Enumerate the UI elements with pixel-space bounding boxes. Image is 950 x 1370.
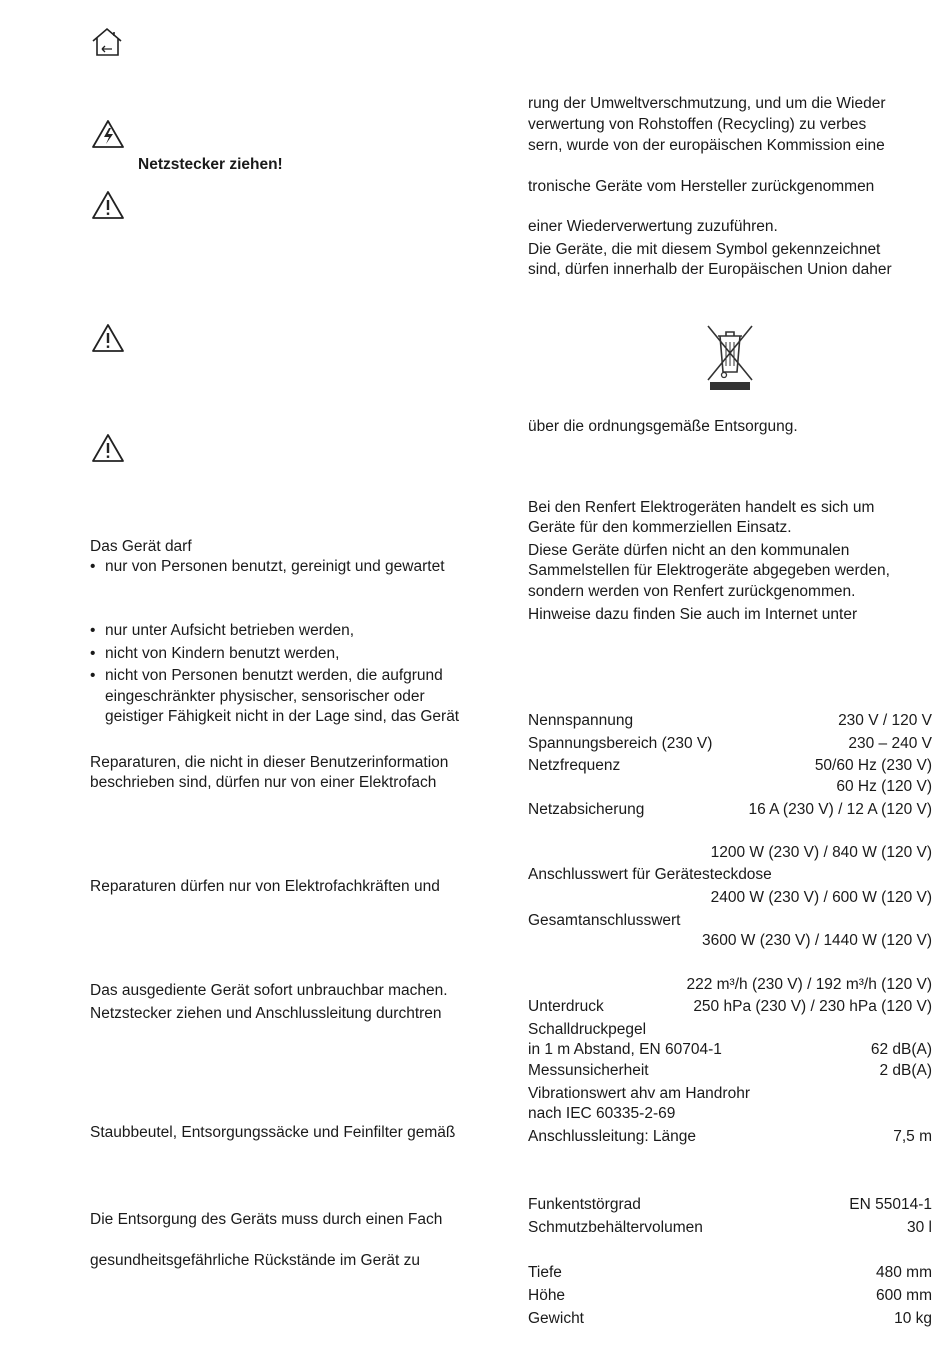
spec-label: Funkentstörgrad [528,1196,641,1213]
spec-label: Messunsicherheit [528,1062,649,1079]
spec-value: 62 dB(A) [870,1041,932,1058]
spec-label: Unterdruck [528,998,604,1015]
spec-label: Nennspannung [528,712,634,729]
spec-label: Tiefe [528,1264,562,1281]
repairs-text: beschrieben sind, dürfen nur von einer Elektrofach [90,774,437,791]
spec-value: 3600 W (230 V) / 1440 W (120 V) [701,932,932,949]
weee-crossed-bin-icon [704,322,756,392]
spec-label: in 1 m Abstand, EN 60704-1 [528,1041,722,1058]
spec-value: 222 m³/h (230 V) / 192 m³/h (120 V) [686,976,932,993]
renfert-text: Hinweise dazu finden Sie auch im Internet unter [528,606,858,623]
repairs-text: Reparaturen, die nicht in dieser Benutzerinformation [90,754,449,771]
eu-text: verwertung von Rohstoffen (Recycling) zu verbes [528,116,867,133]
spec-label: Netzabsicherung [528,801,645,818]
eu-text: Die Geräte, die mit diesem Symbol gekennzeichnet [528,241,881,258]
spec-value: EN 55014-1 [849,1196,932,1213]
renfert-text: Diese Geräte dürfen nicht an den kommunalen [528,542,850,559]
disposal-text-3: Die Entsorgung des Geräts muss durch einen Fach [90,1211,443,1228]
list-item: • nicht von Kindern benutzt werden, [105,644,339,664]
dustbag-text: Staubbeutel, Entsorgungssäcke und Feinfilter gemäß [90,1124,456,1141]
renfert-text: sondern werden von Renfert zurückgenommen. [528,583,856,600]
spec-value: 2 dB(A) [879,1062,932,1079]
spec-value: 50/60 Hz (230 V) [814,757,932,774]
spec-label: nach IEC 60335-2-69 [528,1105,676,1122]
spec-label: Anschlussleitung: Länge [528,1128,697,1145]
indoor-use-icon [90,27,126,57]
eu-text: sern, wurde von der europäischen Kommission eine [528,137,885,154]
spec-label: Spannungsbereich (230 V) [528,735,713,752]
disposal-text: Netzstecker ziehen und Anschlussleitung durchtren [90,1005,442,1022]
disposal-text-4: gesundheitsgefährliche Rückstände im Gerät zu [90,1252,420,1269]
device-may-heading: Das Gerät darf [90,538,192,555]
spec-value: 230 – 240 V [848,735,932,752]
repairs-text-2: Reparaturen dürfen nur von Elektrofachkräften und [90,878,440,895]
eu-text: über die ordnungsgemäße Entsorgung. [528,418,798,435]
spec-value: 60 Hz (120 V) [836,778,932,795]
spec-value: 230 V / 120 V [838,712,932,729]
unplug-warning: Netzstecker ziehen! [138,156,283,173]
spec-label: Höhe [528,1287,566,1304]
spec-label: Gesamtanschlusswert [528,912,681,929]
renfert-text: Sammelstellen für Elektrogeräte abgegeben werden, [528,562,890,579]
list-item: • nicht von Personen benutzt werden, die aufgrund [105,666,443,686]
spec-label: Gewicht [528,1310,584,1327]
spec-value: 250 hPa (230 V) / 230 hPa (120 V) [693,998,932,1015]
warning-icon [90,322,126,354]
spec-label: Schmutzbehältervolumen [528,1219,703,1236]
list-item: • nur unter Aufsicht betrieben werden, [105,621,354,641]
spec-value: 2400 W (230 V) / 600 W (120 V) [710,889,932,906]
spec-label: Netzfrequenz [528,757,621,774]
eu-text: rung der Umweltverschmutzung, und um die Wieder [528,95,886,112]
spec-value: 30 l [907,1219,932,1236]
warning-icon [90,189,126,221]
list-item-continuation: geistiger Fähigkeit nicht in der Lage sind, das Gerät [105,708,460,725]
spec-value: 480 mm [876,1264,932,1281]
warning-icon [90,432,126,464]
spec-value: 600 mm [876,1287,932,1304]
eu-text: sind, dürfen innerhalb der Europäischen Union daher [528,261,892,278]
renfert-text: Bei den Renfert Elektrogeräten handelt es sich um [528,499,875,516]
list-item: • nur von Personen benutzt, gereinigt und gewartet [105,557,445,577]
spec-value: 7,5 m [893,1128,932,1145]
spec-value: 1200 W (230 V) / 840 W (120 V) [710,844,932,861]
eu-text: einer Wiederverwertung zuzuführen. [528,218,778,235]
eu-text: tronische Geräte vom Hersteller zurückgenommen [528,178,875,195]
electric-hazard-icon [90,118,126,150]
spec-label: Anschlusswert für Gerätesteckdose [528,866,772,883]
disposal-text: Das ausgediente Gerät sofort unbrauchbar machen. [90,982,448,999]
spec-value: 16 A (230 V) / 12 A (120 V) [748,801,932,818]
renfert-text: Geräte für den kommerziellen Einsatz. [528,519,792,536]
spec-label: Vibrationswert ahv am Handrohr [528,1085,750,1102]
spec-value: 10 kg [894,1310,932,1327]
list-item-continuation: eingeschränkter physischer, sensorischer oder [105,688,425,705]
spec-label: Schalldruckpegel [528,1021,647,1038]
